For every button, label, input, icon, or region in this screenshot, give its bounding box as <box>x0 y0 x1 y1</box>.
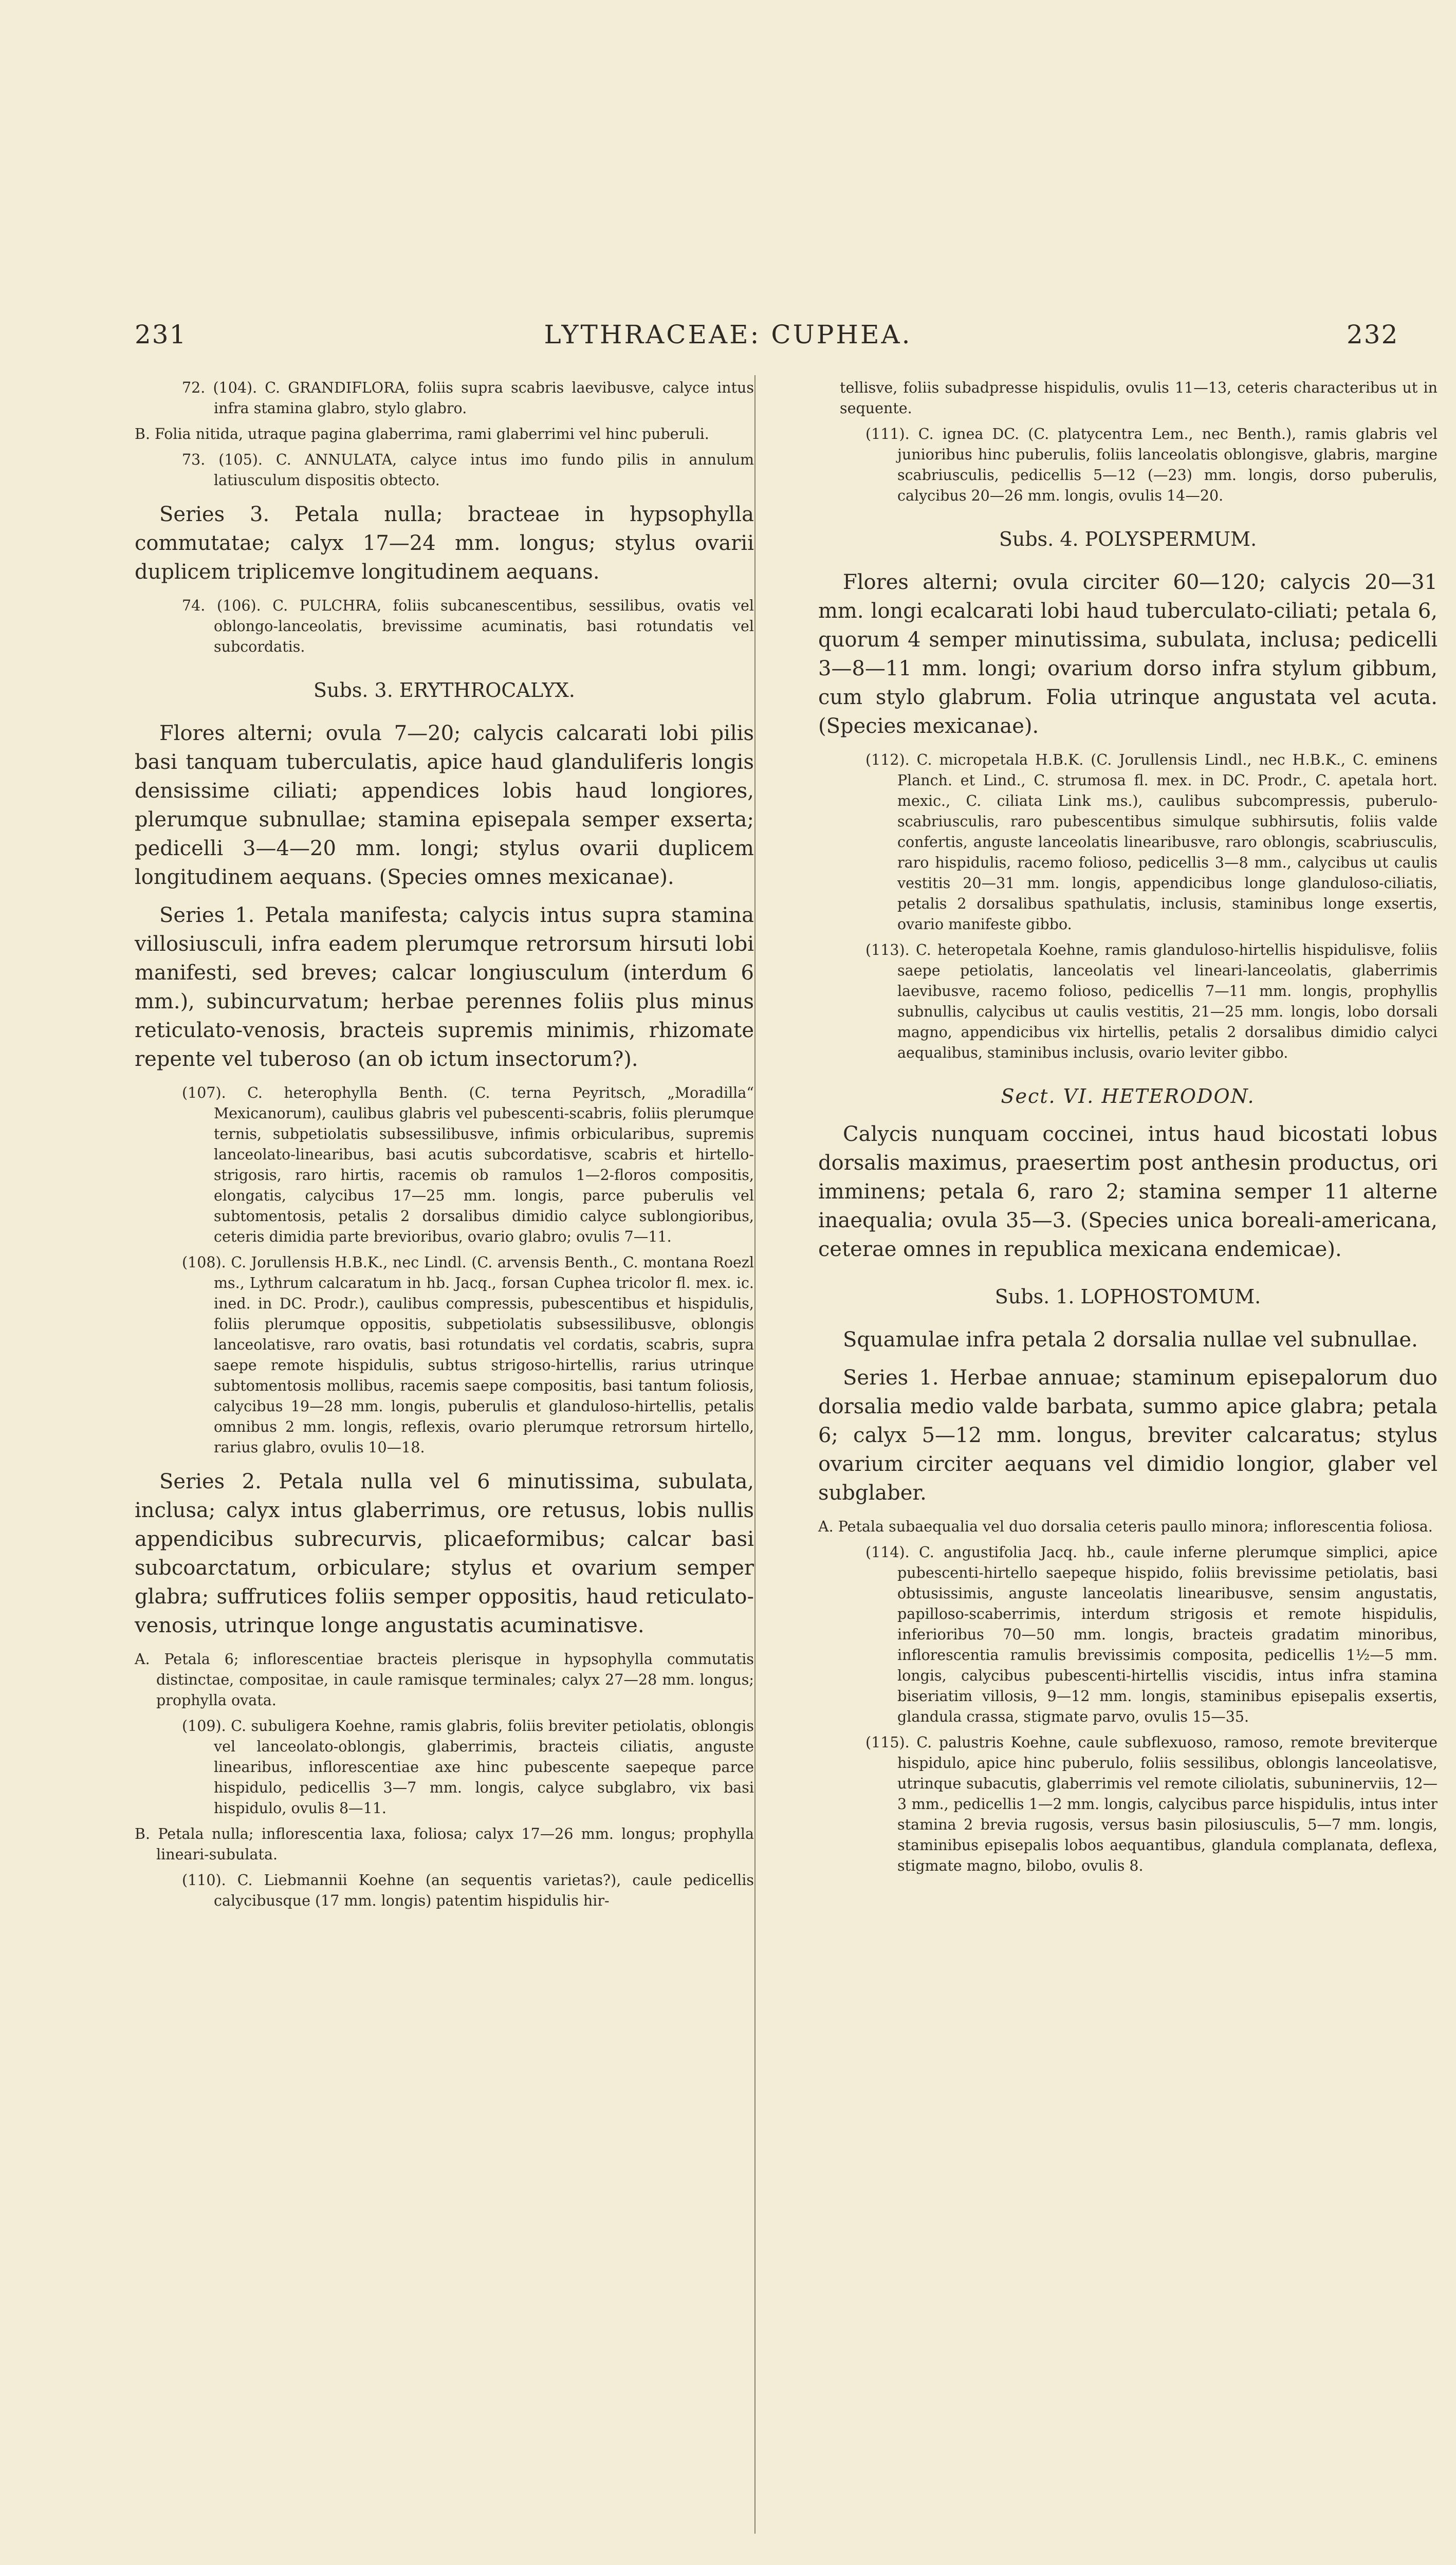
entry-73: 73. (105). C. ANNULATA, calyce intus imo fundo pilis in annulum latiusculum dispositis obtecto. <box>182 451 754 489</box>
right-column <box>818 378 1437 1881</box>
entry-111: (111). C. ignea DC. (C. platycentra Lem., nec Benth.), ramis glabris vel junioribus hinc puberulis, foliis lanceolatis oblongisve, glabris, margine scabriusculis, pedicellis 5—12 (—23) mm. longis, dorso puberulis, calycibus 20—26 mm. longis, ovulis 14—20. <box>865 426 1437 504</box>
key-b: B. Folia nitida, utraque pagina glaberrima, rami glaberrimi vel hinc puberuli. <box>135 426 709 442</box>
squamulae-paragraph: Squamulae infra petala 2 dorsalia nullae vel subnullae. <box>843 1328 1418 1352</box>
section-heading-heterodon: Sect. VI. HETERODON. <box>1001 1085 1255 1108</box>
entry-108: (108). C. Jorullensis H.B.K., nec Lindl. (C. arvensis Benth., C. montana Roezl ms., Lythrum calcaratum in hb. Jacq., forsan Cuphea tricolor fl. mex. ic. ined. in DC. Prodr.), caulibus compressis, pubescentibus et hispidulis, foliis plerumque oppositis, subpetiolatis subsessilibusve, oblongis lanceolatisve, raro ovatis, basi rotundatis vel cordatis, scabris, supra saepe remote hispidulis, subtus strigoso-hirtellis, rarius utrinque subtomentosis mollibus, racemis saepe compositis, basi tantum foliosis, calycibus 19—28 mm. longis, puberulis et glanduloso-hirtellis, petalis omnibus 2 mm. longis, reflexis, ovario plerumque retrorsum hirtello, rarius glabro, ovulis 10—18. <box>182 1254 754 1456</box>
key-a-right: A. Petala subaequalia vel duo dorsalia ceteris paullo minora; inflorescentia foliosa. <box>818 1518 1433 1535</box>
left-column <box>135 378 754 1916</box>
running-title: LYTHRACEAE: CUPHEA. <box>544 320 912 349</box>
entry-114: (114). C. angustifolia Jacq. hb., caule inferne plerumque simplici, apice pubescenti-hirtello saepeque hispido, foliis brevissime petiolatis, basi obtusissimis, anguste lanceolatis linearibusve, sensim angustatis, papilloso-scaberrimis, interdum strigosis et remote hispidulis, inferioribus 70—50 mm. longis, bracteis gradatim minoribus, inflorescentia ramulis brevissimis composita, pedicellis 1½—5 mm. longis, calycibus pubescenti-hirtellis viscidis, intus infra stamina biseriatim villosis, 9—12 mm. longis, staminibus episepalis exsertis, glandula crassa, stigmate parvo, ovulis 15—35. <box>865 1544 1437 1725</box>
entry-110: (110). C. Liebmannii Koehne (an sequentis varietas?), caule pedicellis calycibusque (17 mm. longis) patentim hispidulis hir- <box>182 1872 754 1909</box>
entry-115: (115). C. palustris Koehne, caule subflexuoso, ramoso, remote breviterque hispidulo, apice hinc puberulo, foliis sessilibus, oblongis lanceolatisve, utrinque subacutis, glaberrimis vel remote ciliolatis, subuninerviis, 12—3 mm., pedicellis 1—2 mm. longis, calycibus parce hispidulis, intus inter stamina 2 brevia rugosis, versus basin pilosiusculis, 5—7 mm. longis, staminibus episepalis lobos aequantibus, glandula complanata, deflexa, stigmate magno, bilobo, ovulis 8. <box>865 1734 1437 1874</box>
page-number-left: 231 <box>135 320 187 349</box>
series-1-paragraph: Series 1. Petala manifesta; calycis intus supra stamina villosiusculi, infra eadem plerumque retrorsum hirsuti lobi manifesti, sed breves; calcar longiusculum (interdum 6 mm.), subincurvatum; herbae perennes foliis plus minus reticulato-venosis, bracteis supremis minimis, rhizomate repente vel tuberoso (an ob ictum insectorum?). <box>135 903 754 1071</box>
flores-4-paragraph: Flores alterni; ovula circiter 60—120; calycis 20—31 mm. longi ecalcarati lobi haud tuberculato-ciliati; petala 6, quorum 4 semper minutissima, subulata, inclusa; pedicelli 3—8—11 mm. longi; ovarium dorso infra stylum gibbum, cum stylo glabrum. Folia utrinque angustata vel acuta. (Species mexicanae). <box>818 570 1437 738</box>
page-number-right: 232 <box>1347 320 1399 349</box>
subsection-heading-polyspermum: Subs. 4. POLYSPERMUM. <box>999 528 1257 550</box>
series-2-paragraph: Series 2. Petala nulla vel 6 minutissima, subulata, inclusa; calyx intus glaberrimus, ore retusus, lobis nullis appendicibus subrecurvis, plicaeformibus; calcar basi subcoarctatum, orbiculare; stylus et ovarium semper glabra; suffrutices foliis semper oppositis, haud reticulato-venosis, utrinque longe angustatis acuminatisve. <box>135 1470 754 1637</box>
entry-112: (112). C. micropetala H.B.K. (C. Jorullensis Lindl., nec H.B.K., C. eminens Planch. et Lind., C. strumosa fl. mex. in DC. Prodr., C. apetala hort. mexic., C. ciliata Link ms.), caulibus subcompressis, puberulo-scabriusculis, raro pubescentibus simulque subhirsutis, foliis valde confertis, anguste lanceolatis linearibusve, raro oblongis, scabriusculis, raro hispidulis, racemo folioso, pedicellis 3—8 mm., calycibus ut caulis vestitis 20—31 mm. longis, appendicibus longe glanduloso-ciliatis, petalis 2 dorsalibus spathulatis, inclusis, staminibus longe exsertis, ovario manifeste gibbo. <box>865 751 1437 933</box>
key-b2: B. Petala nulla; inflorescentia laxa, foliosa; calyx 17—26 mm. longus; prophylla lineari-subulata. <box>135 1825 754 1863</box>
series-1-right-paragraph: Series 1. Herbae annuae; staminum episepalorum duo dorsalia medio valde barbata, summo apice glabra; petala 6; calyx 5—12 mm. longus, breviter calcaratus; stylus ovarium circiter aequans vel dimidio longior, glaber vel subglaber. <box>818 1366 1437 1505</box>
entry-110-continued: tellisve, foliis subadpresse hispidulis, ovulis 11—13, ceteris characteribus ut in sequente. <box>840 379 1437 417</box>
calycis-paragraph: Calycis nunquam coccinei, intus haud bicostati lobus dorsalis maximus, praesertim post anthesin productus, ori imminens; petala 6, raro 2; stamina semper 11 alterne inaequalia; ovula 35—3. (Species unica boreali-americana, ceterae omnes in republica mexicana endemicae). <box>818 1122 1437 1261</box>
entry-109: (109). C. subuligera Koehne, ramis glabris, foliis breviter petiolatis, oblongis vel lanceolato-oblongis, glaberrimis, bracteis ciliatis, anguste linearibus, inflorescentiae axe hinc pubescente saepeque parce hispidulo, pedicellis 3—7 mm. longis, calyce subglabro, vix basi hispidulo, ovulis 8—11. <box>182 1718 754 1817</box>
entry-113: (113). C. heteropetala Koehne, ramis glanduloso-hirtellis hispidulisve, foliis saepe petiolatis, lanceolatis vel lineari-lanceolatis, glaberrimis laevibusve, racemo folioso, pedicellis 7—11 mm. longis, prophyllis subnullis, calycibus ut caulis vestitis, 21—25 mm. longis, lobo dorsali magno, appendicibus vix hirtellis, petalis 2 dorsalibus dimidio calyci aequalibus, staminibus inclusis, ovario leviter gibbo. <box>865 942 1437 1061</box>
subsection-heading-erythrocalyx: Subs. 3. ERYTHROCALYX. <box>314 679 575 702</box>
key-a: A. Petala 6; inflorescentiae bracteis plerisque in hypsophylla commutatis distinctae, compositae, in caule ramisque terminales; calyx 27—28 mm. longus; prophylla ovata. <box>135 1651 754 1709</box>
flores-paragraph: Flores alterni; ovula 7—20; calycis calcarati lobi pilis basi tanquam tuberculatis, apice haud glanduliferis longis densissime ciliati; appendices lobis haud longiores, plerumque subnullae; stamina episepala semper exserta; pedicelli 3—4—20 mm. longi; stylus ovarii duplicem longitudinem aequans. (Species omnes mexicanae). <box>135 722 754 889</box>
column-divider <box>754 375 755 2534</box>
subsection-heading-lophostomum: Subs. 1. LOPHOSTOMUM. <box>994 1285 1261 1308</box>
entry-72: 72. (104). C. GRANDIFLORA, foliis supra scabris laevibusve, calyce intus infra stamina glabro, stylo glabro. <box>182 379 754 417</box>
entry-74: 74. (106). C. PULCHRA, foliis subcanescentibus, sessilibus, ovatis vel oblongo-lanceolatis, brevissime acuminatis, basi rotundatis vel subcordatis. <box>182 597 754 655</box>
series-3-paragraph: Series 3. Petala nulla; bracteae in hypsophylla commutatae; calyx 17—24 mm. longus; stylus ovarii duplicem triplicemve longitudinem aequans. <box>135 503 754 584</box>
entry-107: (107). C. heterophylla Benth. (C. terna Peyritsch, „Moradilla“ Mexicanorum), caulibus glabris vel pubescenti-scabris, foliis plerumque ternis, subpetiolatis subsessilibusve, infimis orbicularibus, supremis lanceolato-linearibus, basi acutis subcordatisve, scabris et hirtello-strigosis, raro hirtis, racemis ob ramulos 1—2-floros compositis, elongatis, calycibus 17—25 mm. longis, parce puberulis vel subtomentosis, petalis 2 dorsalibus dimidio calyce sublongioribus, ceteris dimidia parte brevioribus, ovario glabro; ovulis 7—11. <box>182 1084 754 1245</box>
